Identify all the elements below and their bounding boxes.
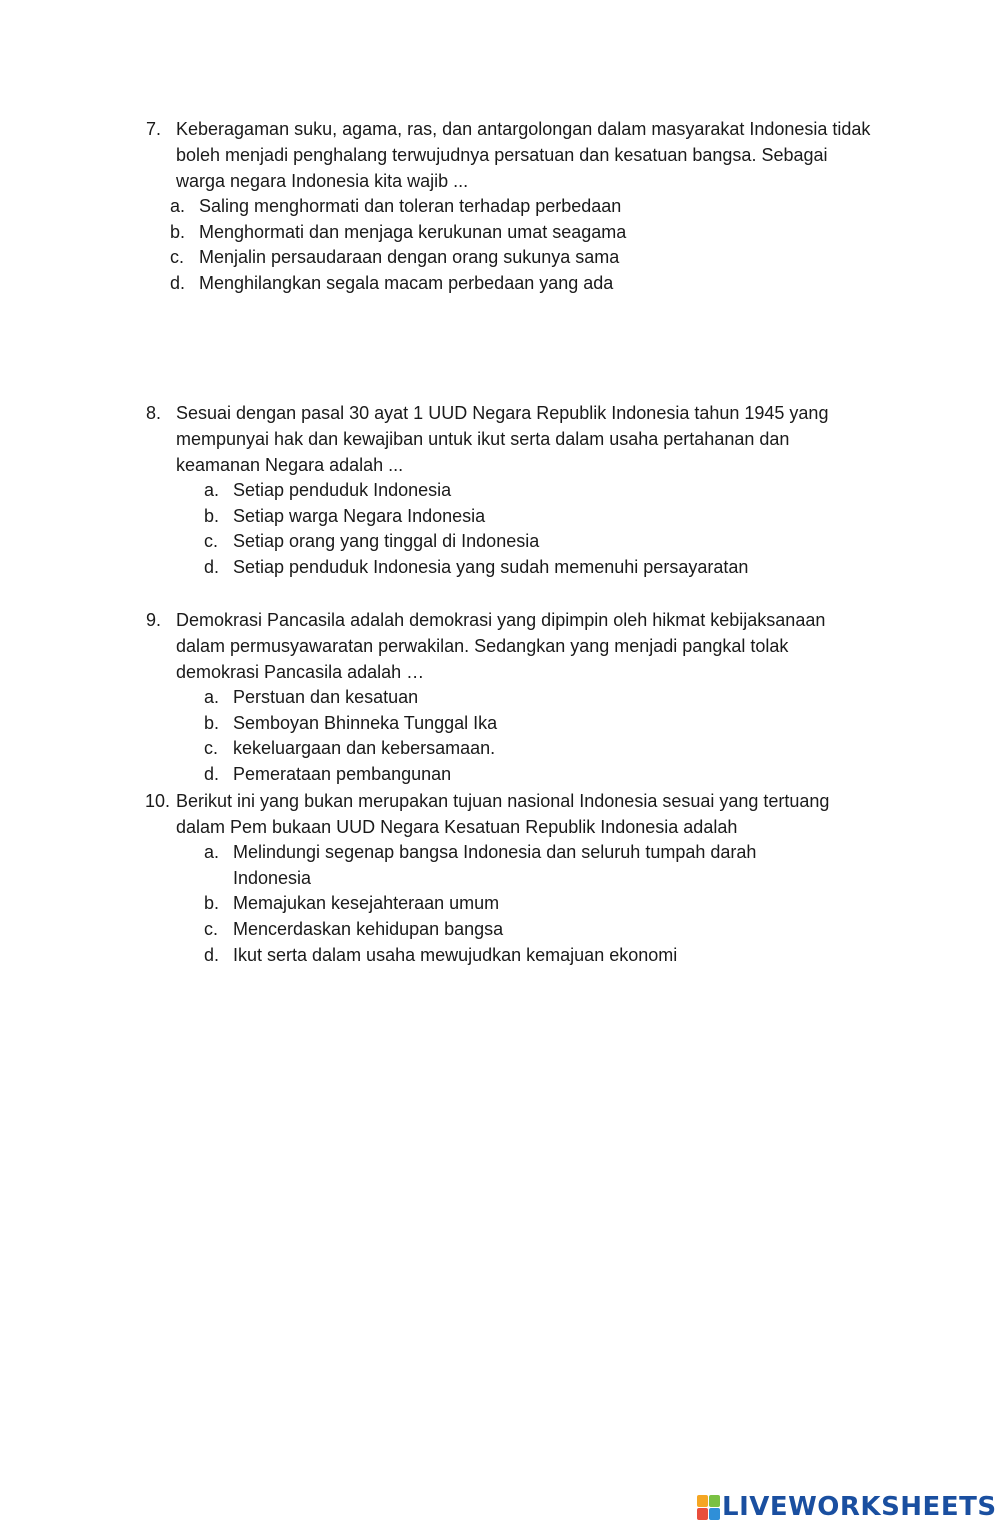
option-text: Memajukan kesejahteraan umum — [233, 893, 500, 914]
option-text: Setiap penduduk Indonesia yang sudah memenuhi persayaratan — [233, 557, 749, 578]
question-number: 9. — [146, 610, 162, 630]
option-list — [170, 194, 870, 297]
liveworksheets-logo[interactable] — [697, 1490, 997, 1524]
option-letter: a. — [204, 480, 220, 500]
option-b[interactable] — [204, 504, 824, 530]
option-a[interactable] — [204, 840, 804, 891]
logo-square-1 — [697, 1495, 708, 1507]
question-number: 7. — [146, 119, 162, 139]
question-number: 8. — [146, 403, 162, 423]
option-letter: b. — [170, 221, 186, 242]
option-text: Pemerataan pembangunan — [233, 764, 452, 785]
option-a[interactable] — [170, 194, 870, 220]
option-text: Setiap warga Negara Indonesia — [233, 505, 486, 526]
option-b[interactable] — [204, 891, 804, 917]
option-text: Setiap penduduk Indonesia — [233, 480, 452, 500]
question-text: Sesuai dengan pasal 30 ayat 1 UUD Negara Republik Indonesia tahun 1945 yang mempunyai hak dan kewajiban untuk ikut serta dalam usaha pertahanan dan keamanan Negara adalah ... — [176, 403, 829, 475]
option-letter: c. — [204, 738, 219, 759]
option-d[interactable] — [204, 943, 804, 969]
logo-square-4 — [709, 1508, 720, 1520]
option-b[interactable] — [170, 220, 870, 246]
logo-square-2 — [709, 1495, 720, 1507]
option-d[interactable] — [204, 555, 824, 581]
option-text: Perstuan dan kesatuan — [233, 687, 419, 707]
option-text: Semboyan Bhinneka Tunggal Ika — [233, 712, 498, 733]
option-text: Melindungi segenap bangsa Indonesia dan seluruh tumpah darah Indonesia — [233, 842, 757, 888]
option-letter: a. — [204, 842, 220, 862]
brand-name: LIVEWORKSHEETS — [722, 1492, 997, 1522]
option-letter: c. — [204, 919, 219, 940]
option-a[interactable] — [204, 478, 824, 504]
option-text: Setiap orang yang tinggal di Indonesia — [233, 531, 540, 552]
option-c[interactable] — [204, 529, 824, 555]
option-text: Mencerdaskan kehidupan bangsa — [233, 919, 504, 940]
option-list — [204, 685, 824, 788]
option-text: kekeluargaan dan kebersamaan. — [233, 738, 496, 759]
question-text: Berikut ini yang bukan merupakan tujuan nasional Indonesia sesuai yang tertuang dalam Pem bukaan UUD Negara Kesatuan Republik Indonesia adalah — [176, 791, 830, 837]
option-b[interactable] — [204, 711, 824, 737]
question-text: Demokrasi Pancasila adalah demokrasi yang dipimpin oleh hikmat kebijaksanaan dalam permusyawaratan perwakilan. Sedangkan yang menjadi pangkal tolak demokrasi Pancasila adalah … — [176, 610, 826, 682]
option-letter: d. — [204, 764, 220, 785]
option-letter: c. — [204, 531, 219, 552]
option-text: Menghilangkan segala macam perbedaan yang ada — [199, 273, 614, 294]
option-c[interactable] — [204, 736, 824, 762]
option-text: Menghormati dan menjaga kerukunan umat seagama — [199, 221, 627, 242]
option-letter: b. — [204, 712, 220, 733]
option-list — [204, 478, 824, 581]
option-c[interactable] — [170, 245, 870, 271]
option-letter: d. — [170, 273, 186, 294]
question-number: 10. — [145, 791, 171, 811]
option-letter: c. — [170, 247, 185, 268]
option-letter: b. — [204, 893, 220, 914]
option-c[interactable] — [204, 917, 804, 943]
option-d[interactable] — [204, 762, 824, 788]
option-letter: d. — [204, 944, 220, 965]
option-list — [204, 840, 804, 969]
option-letter: a. — [204, 687, 220, 707]
logo-square-3 — [697, 1508, 708, 1520]
option-a[interactable] — [204, 685, 824, 711]
liveworksheets-logo-icon — [697, 1495, 719, 1519]
option-text: Saling menghormati dan toleran terhadap perbedaan — [199, 196, 622, 216]
question-text: Keberagaman suku, agama, ras, dan antargolongan dalam masyarakat Indonesia tidak boleh menjadi penghalang terwujudnya persatuan dan kesatuan bangsa. Sebagai warga negara Indonesia kita wajib ... — [176, 119, 871, 191]
option-text: Ikut serta dalam usaha mewujudkan kemajuan ekonomi — [233, 944, 678, 965]
option-letter: b. — [204, 505, 220, 526]
option-d[interactable] — [170, 271, 870, 297]
option-letter: d. — [204, 557, 220, 578]
option-letter: a. — [170, 196, 186, 216]
option-text: Menjalin persaudaraan dengan orang sukunya sama — [199, 247, 620, 268]
